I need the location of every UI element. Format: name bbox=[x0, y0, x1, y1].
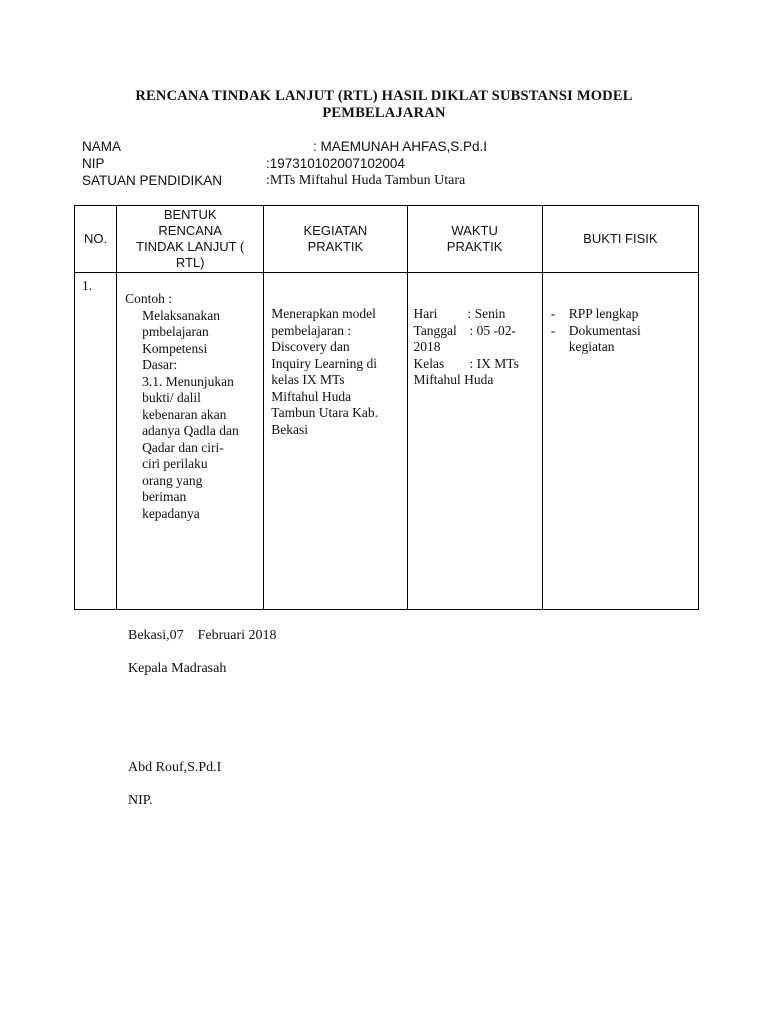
nip-value: :197310102007102004 bbox=[266, 156, 405, 171]
cell-bentuk-rtl bbox=[117, 273, 264, 610]
header-bukti-fisik: BUKTI FISIK bbox=[542, 206, 698, 273]
table-header-row bbox=[75, 206, 699, 273]
kegiatan-line: Bekasi bbox=[271, 421, 309, 437]
signature-name: Abd Rouf,S.Pd.I bbox=[128, 760, 222, 775]
rtl-line: bukti/ dalil bbox=[142, 390, 201, 405]
header-kegiatan-praktik bbox=[264, 206, 407, 273]
waktu-kelas bbox=[414, 356, 539, 373]
header-bentuk-line: RTL) bbox=[175, 255, 205, 270]
rtl-line: Kompetensi bbox=[142, 340, 208, 356]
kegiatan-line: Tambun Utara Kab. bbox=[271, 405, 378, 420]
rtl-line: pmbelajaran bbox=[142, 324, 209, 339]
bukti-item-rpp bbox=[551, 306, 695, 323]
nip-label: NIP bbox=[82, 156, 105, 171]
header-bentuk-rtl bbox=[117, 206, 264, 273]
bullet-dash: - bbox=[550, 306, 556, 321]
header-waktu-line: WAKTU bbox=[451, 223, 498, 238]
table-row bbox=[75, 273, 699, 610]
bullet-dash: - bbox=[550, 322, 556, 338]
hari-label: Hari bbox=[413, 306, 438, 321]
kegiatan-line: kelas IX MTs bbox=[271, 372, 345, 387]
rtl-line: ciri perilaku bbox=[142, 456, 208, 471]
bukti-line: Dokumentasi bbox=[568, 322, 641, 338]
document-title bbox=[70, 88, 698, 122]
rtl-line: kepadanya bbox=[142, 505, 200, 521]
waktu-hari bbox=[414, 306, 539, 323]
header-waktu-praktik bbox=[407, 206, 542, 273]
header-kegiatan-line: PRAKTIK bbox=[307, 239, 364, 254]
signature-place-date: Bekasi,07 Februari 2018 bbox=[128, 628, 277, 643]
signature-role: Kepala Madrasah bbox=[128, 661, 227, 676]
kegiatan-line: pembelajaran : bbox=[271, 322, 352, 338]
kelas-value: : IX MTs bbox=[469, 355, 519, 371]
kegiatan-line: Discovery dan bbox=[271, 339, 350, 354]
nama-value: : MAEMUNAH AHFAS,S.Pd.I bbox=[313, 139, 488, 154]
cell-waktu-praktik bbox=[407, 273, 542, 610]
kelas-label: Kelas bbox=[413, 355, 445, 371]
rtl-line: Qadar dan ciri- bbox=[142, 439, 224, 455]
title-line-1: RENCANA TINDAK LANJUT (RTL) HASIL DIKLAT SUBSTANSI MODEL bbox=[135, 88, 633, 104]
hari-value: : Senin bbox=[467, 306, 506, 321]
cell-kegiatan-praktik bbox=[264, 273, 407, 610]
rtl-lines bbox=[117, 308, 263, 523]
satuan-label: SATUAN PENDIDIKAN bbox=[82, 173, 223, 188]
header-bentuk-line: TINDAK LANJUT ( bbox=[136, 239, 245, 254]
rtl-table bbox=[74, 205, 699, 610]
kegiatan-line: Inquiry Learning di bbox=[271, 355, 378, 371]
title-line-2: PEMBELAJARAN bbox=[322, 105, 446, 121]
waktu-kelas-cont bbox=[414, 372, 539, 389]
cell-no: 1. bbox=[75, 273, 117, 610]
waktu-tanggal bbox=[414, 323, 539, 340]
rtl-line: beriman bbox=[142, 489, 187, 504]
signature-nip: NIP. bbox=[128, 793, 153, 808]
kelas-school: Miftahul Huda bbox=[413, 372, 494, 387]
header-bentuk-line: RENCANA bbox=[158, 223, 222, 238]
tanggal-value: : 05 -02- bbox=[469, 322, 517, 338]
bukti-line: kegiatan bbox=[568, 339, 615, 354]
rtl-line: orang yang bbox=[142, 472, 203, 488]
cell-bukti-fisik bbox=[542, 273, 698, 610]
tanggal-year: 2018 bbox=[413, 339, 441, 354]
kegiatan-line: Miftahul Huda bbox=[271, 388, 352, 404]
header-no: NO. bbox=[75, 206, 117, 273]
rtl-line: adanya Qadla dan bbox=[142, 423, 239, 438]
bukti-item-dokumentasi bbox=[551, 323, 695, 356]
header-kegiatan-line: KEGIATAN bbox=[303, 223, 368, 238]
header-waktu-line: PRAKTIK bbox=[446, 239, 503, 254]
bukti-text bbox=[569, 323, 641, 356]
kegiatan-line: Menerapkan model bbox=[271, 306, 376, 321]
rtl-line: kebenaran akan bbox=[142, 406, 227, 422]
waktu-tanggal-cont bbox=[414, 339, 539, 356]
bukti-text: RPP lengkap bbox=[568, 306, 639, 321]
satuan-value: :MTs Miftahul Huda Tambun Utara bbox=[266, 173, 466, 188]
rtl-line: 3.1. Menunjukan bbox=[142, 373, 234, 389]
rtl-line: Melaksanakan bbox=[142, 307, 221, 323]
nama-label: NAMA bbox=[82, 139, 122, 154]
header-bentuk-line: BENTUK bbox=[163, 207, 217, 222]
rtl-lead: Contoh : bbox=[125, 291, 172, 306]
rtl-line: Dasar: bbox=[142, 357, 178, 372]
tanggal-label: Tanggal bbox=[413, 322, 457, 338]
